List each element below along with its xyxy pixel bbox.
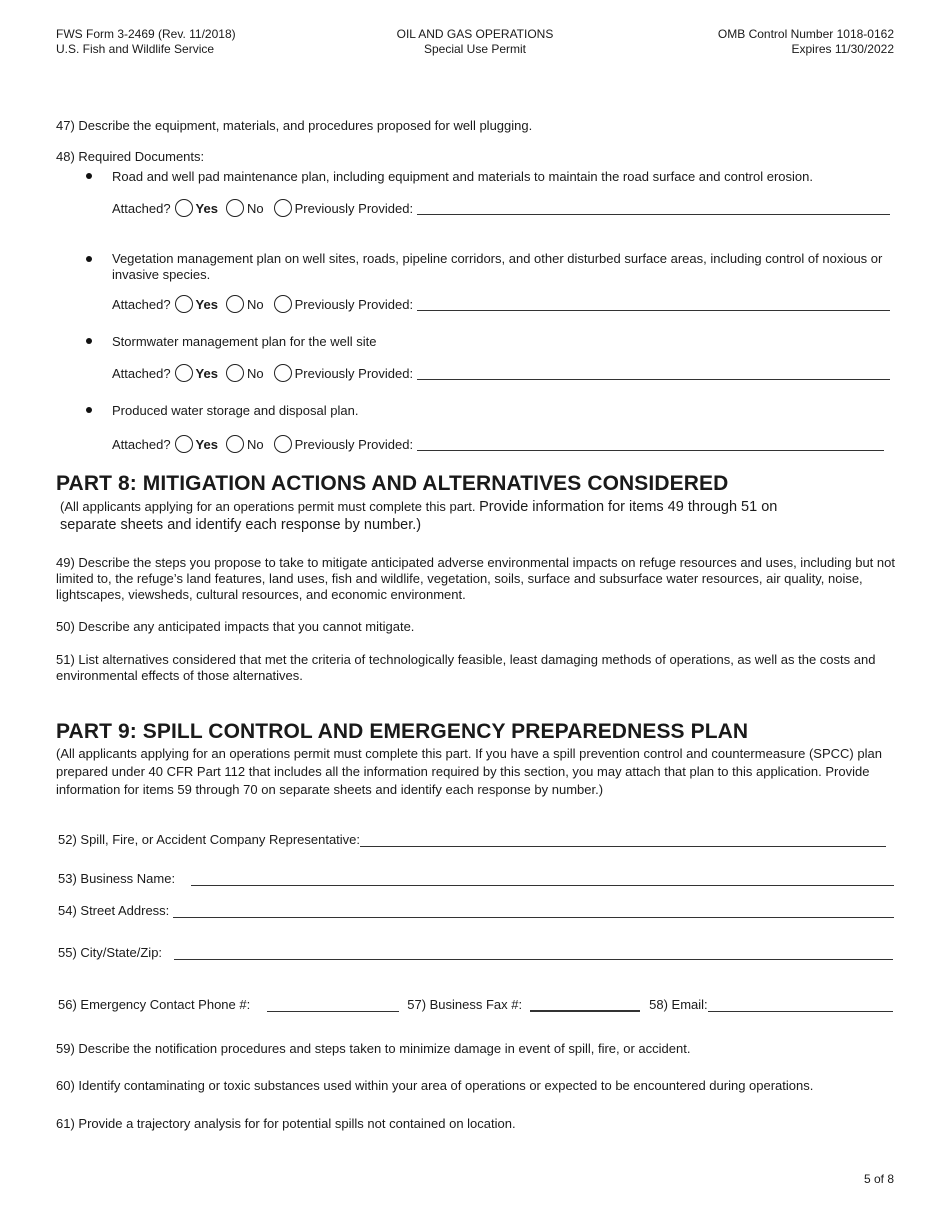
street-address-input[interactable] <box>173 904 894 918</box>
previously-provided-label: Previously Provided: <box>294 436 414 452</box>
no-label: No <box>246 296 264 312</box>
previously-provided-input[interactable] <box>417 366 890 380</box>
question-54-label: 54) Street Address: <box>58 903 170 918</box>
question-51: 51) List alternatives considered that met the criteria of technologically feasible, least damaging methods of operations, as well as the costs and environmental effects of those alternatives. <box>56 652 876 683</box>
yes-radio[interactable] <box>175 199 193 217</box>
attached-row-1 <box>112 199 890 217</box>
no-label: No <box>246 200 264 216</box>
yes-label: Yes <box>195 436 218 452</box>
question-57-label: 57) Business Fax #: <box>407 997 523 1012</box>
required-doc-4: Produced water storage and disposal plan. <box>112 403 359 418</box>
yes-label: Yes <box>195 365 218 381</box>
required-doc-2: Vegetation management plan on well sites, roads, pipeline corridors, and other disturbed surface areas, including control of noxious or invasive species. <box>112 251 883 282</box>
bullet <box>86 338 92 344</box>
field-row-53 <box>58 871 894 886</box>
no-label: No <box>246 436 264 452</box>
bullet <box>86 407 92 413</box>
question-58-label: 58) Email: <box>649 997 708 1012</box>
previously-provided-label: Previously Provided: <box>294 365 414 381</box>
email-input[interactable] <box>708 998 893 1012</box>
omb-number: OMB Control Number 1018-0162 <box>717 27 894 41</box>
omb-header <box>594 27 894 57</box>
emergency-phone-input[interactable] <box>267 998 399 1012</box>
omb-expiration: Expires 11/30/2022 <box>791 42 894 56</box>
question-53-label: 53) Business Name: <box>58 871 176 886</box>
attached-row-3 <box>112 364 890 382</box>
question-48: 48) Required Documents: <box>56 149 205 164</box>
attached-row-2 <box>112 295 890 313</box>
business-fax-input[interactable] <box>530 997 640 1012</box>
no-radio[interactable] <box>226 435 244 453</box>
attached-label: Attached? <box>112 200 171 216</box>
part-8-intro-b: Provide information for items 49 through 51 on <box>479 499 778 515</box>
required-doc-1: Road and well pad maintenance plan, including equipment and materials to maintain the road surface and control erosion. <box>112 169 813 184</box>
previously-provided-label: Previously Provided: <box>294 296 414 312</box>
previously-provided-input[interactable] <box>417 201 890 215</box>
page-number: 5 of 8 <box>863 1172 894 1186</box>
attached-label: Attached? <box>112 365 171 381</box>
question-49: 49) Describe the steps you propose to take to mitigate anticipated adverse environmental impacts on refuge resources and uses, including but not limited to, the refuge’s land features, land uses, fish and wildlife, vegetation, soils, surface and subsurface water resources, air quality, noise, lightscapes, viewsheds, cultural resources, and economic environment. <box>56 555 895 602</box>
previously-provided-input[interactable] <box>417 297 890 311</box>
previously-provided-label: Previously Provided: <box>294 200 414 216</box>
no-label: No <box>246 365 264 381</box>
yes-label: Yes <box>195 296 218 312</box>
previously-provided-radio[interactable] <box>274 364 292 382</box>
part-9-title: PART 9: SPILL CONTROL AND EMERGENCY PREPAREDNESS PLAN <box>56 720 749 743</box>
field-row-56-58 <box>58 997 893 1012</box>
previously-provided-radio[interactable] <box>274 435 292 453</box>
field-row-55 <box>58 945 893 960</box>
no-radio[interactable] <box>226 199 244 217</box>
attached-row-4 <box>112 435 884 453</box>
question-59: 59) Describe the notification procedures and steps taken to minimize damage in event of spill, fire, or accident. <box>56 1041 691 1056</box>
bullet <box>86 173 92 179</box>
previously-provided-radio[interactable] <box>274 295 292 313</box>
no-radio[interactable] <box>226 364 244 382</box>
form-title: OIL AND GAS OPERATIONS <box>396 27 554 41</box>
part-8-title: PART 8: MITIGATION ACTIONS AND ALTERNATIVES CONSIDERED <box>56 472 729 495</box>
field-row-52 <box>58 832 886 847</box>
company-representative-input[interactable] <box>360 833 886 847</box>
yes-radio[interactable] <box>175 364 193 382</box>
part-8-intro-a: (All applicants applying for an operations permit must complete this part. <box>60 499 476 514</box>
yes-label: Yes <box>195 200 218 216</box>
part-9-intro: (All applicants applying for an operations permit must complete this part. If you have a spill prevention control and countermeasure (SPCC) plan prepared under 40 CFR Part 112 that includes all the information required by this section, you may attach that plan to this application. Provide information for items 59 through 70 on separate sheets and identify each response by number.) <box>56 746 882 797</box>
required-doc-3: Stormwater management plan for the well site <box>112 334 377 349</box>
attached-label: Attached? <box>112 296 171 312</box>
question-56-label: 56) Emergency Contact Phone #: <box>58 997 251 1012</box>
form-number: FWS Form 3-2469 (Rev. 11/2018) <box>56 27 236 41</box>
bullet <box>86 256 92 262</box>
attached-label: Attached? <box>112 436 171 452</box>
yes-radio[interactable] <box>175 295 193 313</box>
question-47: 47) Describe the equipment, materials, and procedures proposed for well plugging. <box>56 118 533 133</box>
question-61: 61) Provide a trajectory analysis for for potential spills not contained on location. <box>56 1116 516 1131</box>
part-8-intro <box>60 498 860 534</box>
no-radio[interactable] <box>226 295 244 313</box>
question-60: 60) Identify contaminating or toxic substances used within your area of operations or expected to be encountered during operations. <box>56 1078 814 1093</box>
question-55-label: 55) City/State/Zip: <box>58 945 163 960</box>
previously-provided-radio[interactable] <box>274 199 292 217</box>
agency-name: U.S. Fish and Wildlife Service <box>56 42 215 56</box>
business-name-input[interactable] <box>191 872 894 886</box>
city-state-zip-input[interactable] <box>174 946 893 960</box>
form-subtitle: Special Use Permit <box>423 42 527 56</box>
previously-provided-input[interactable] <box>417 437 884 451</box>
question-52-label: 52) Spill, Fire, or Accident Company Representative: <box>58 832 361 847</box>
form-title-header <box>325 27 625 57</box>
part-8-intro-c: separate sheets and identify each response by number.) <box>60 517 422 533</box>
yes-radio[interactable] <box>175 435 193 453</box>
question-50: 50) Describe any anticipated impacts that you cannot mitigate. <box>56 619 415 634</box>
field-row-54 <box>58 903 894 918</box>
form-id-header <box>56 27 236 57</box>
